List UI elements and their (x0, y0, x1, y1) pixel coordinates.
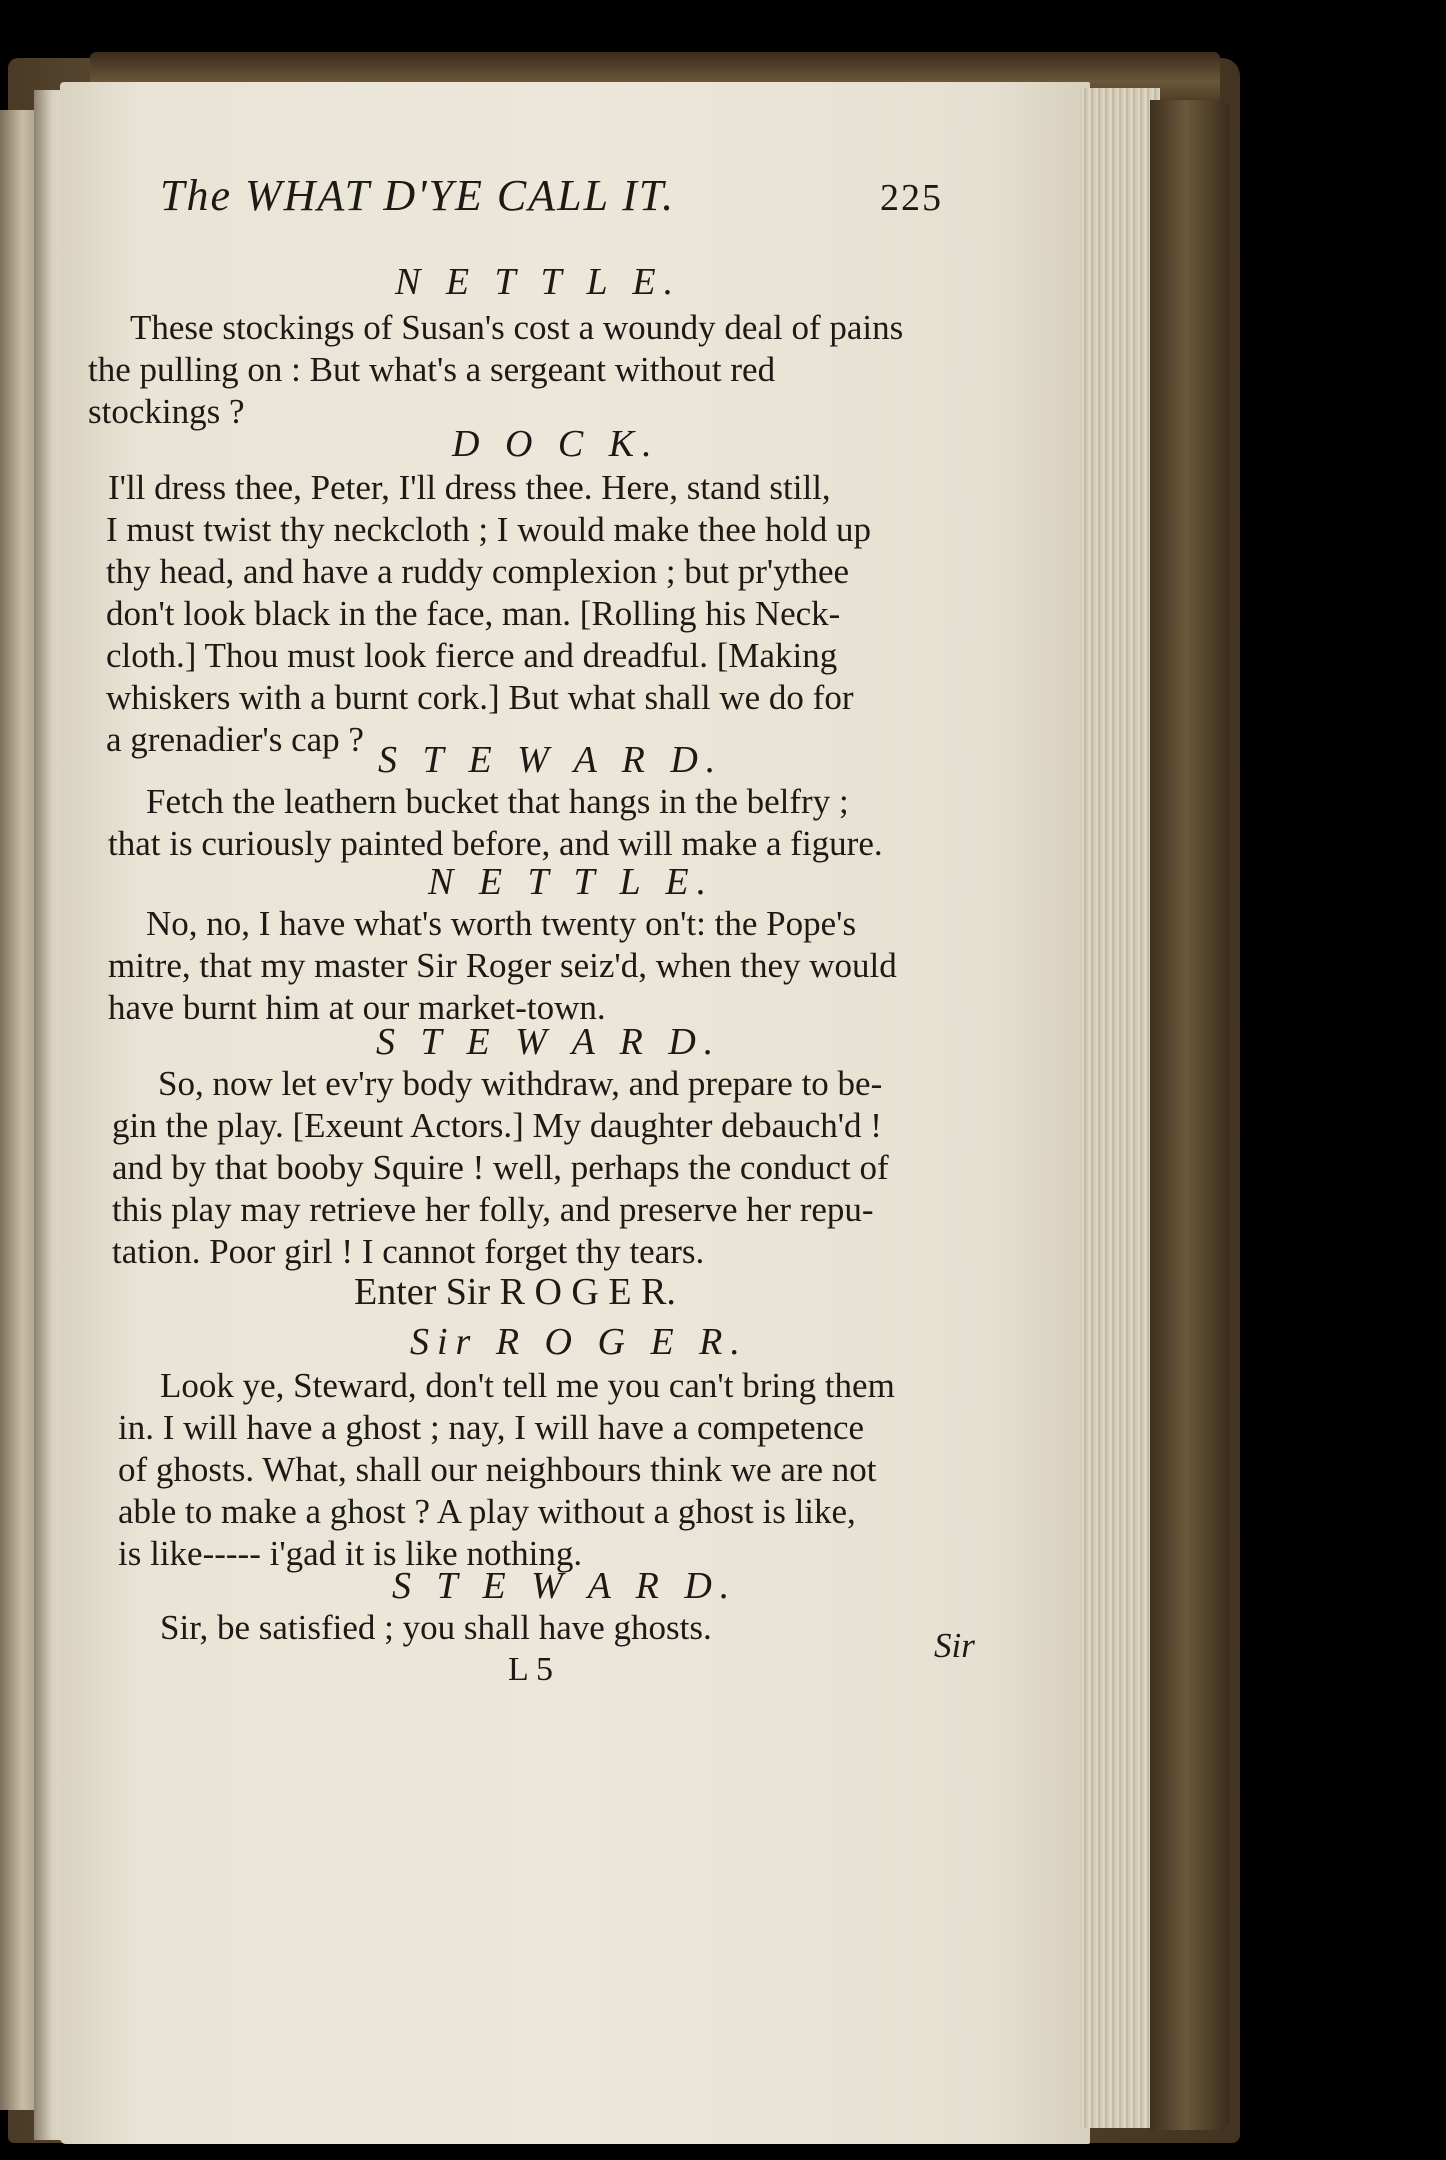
text-line: don't look black in the face, man. [Rolling his Neck- (106, 594, 841, 633)
text-line: These stockings of Susan's cost a woundy deal of pains (130, 308, 904, 347)
speaker-heading: S T E W A R D. (392, 1565, 738, 1607)
page-number: 225 (880, 177, 943, 219)
speaker-heading: N E T T L E. (428, 861, 715, 903)
speaker-heading: S T E W A R D. (376, 1021, 722, 1063)
text-line: I must twist thy neckcloth ; I would make thee hold up (106, 510, 872, 549)
text-line: of ghosts. What, shall our neighbours think we are not (118, 1450, 877, 1489)
text-line: No, no, I have what's worth twenty on't: the Pope's (146, 904, 857, 943)
text-line: So, now let ev'ry body withdraw, and prepare to be- (158, 1064, 883, 1103)
text-line: thy head, and have a ruddy complexion ; but pr'ythee (106, 552, 850, 591)
text-line: whiskers with a burnt cork.] But what shall we do for (106, 678, 854, 717)
catchword: Sir (934, 1626, 975, 1665)
stage-direction: Enter Sir R O G E R. (354, 1271, 676, 1313)
speaker-heading: D O C K. (452, 423, 660, 465)
signature-mark: L 5 (508, 1651, 554, 1688)
text-line: Look ye, Steward, don't tell me you can't bring them (160, 1366, 895, 1405)
speaker-heading: N E T T L E. (395, 261, 682, 303)
text-line: this play may retrieve her folly, and preserve her repu- (112, 1190, 874, 1229)
text-line: mitre, that my master Sir Roger seiz'd, when they would (108, 946, 897, 985)
text-line: Fetch the leathern bucket that hangs in the belfry ; (146, 782, 849, 821)
text-line: Sir, be satisfied ; you shall have ghosts. (160, 1608, 712, 1647)
text-line: cloth.] Thou must look fierce and dreadful. [Making (106, 636, 838, 675)
speaker-heading: Sir R O G E R. (410, 1321, 748, 1363)
text-line: and by that booby Squire ! well, perhaps the conduct of (112, 1148, 889, 1187)
text-line: tation. Poor girl ! I cannot forget thy tears. (112, 1232, 705, 1271)
speaker-heading: S T E W A R D. (378, 739, 724, 781)
text-line: in. I will have a ghost ; nay, I will have a competence (118, 1408, 865, 1447)
running-head-title: The WHAT D'YE CALL IT. (160, 171, 676, 220)
text-line: stockings ? (88, 392, 245, 431)
text-line: a grenadier's cap ? (106, 720, 364, 759)
text-line: is like----- i'gad it is like nothing. (118, 1534, 583, 1573)
text-line: that is curiously painted before, and will make a figure. (108, 824, 883, 863)
text-line: I'll dress thee, Peter, I'll dress thee. Here, stand still, (108, 468, 831, 507)
text-line: the pulling on : But what's a sergeant without red (88, 350, 776, 389)
text-line: have burnt him at our market-town. (108, 988, 606, 1027)
text-line: gin the play. [Exeunt Actors.] My daughter debauch'd ! (112, 1106, 882, 1145)
text-line: able to make a ghost ? A play without a ghost is like, (118, 1492, 856, 1531)
